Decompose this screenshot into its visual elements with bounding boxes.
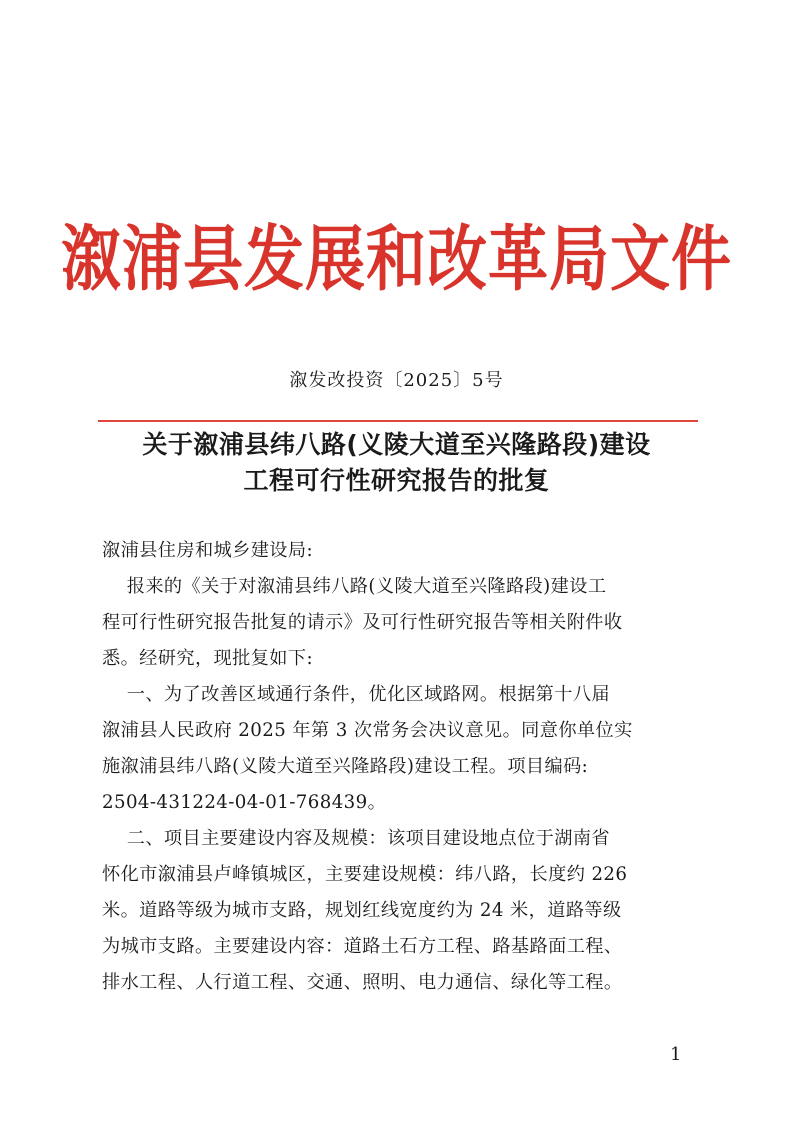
document-header-title: 溆浦县发展和改革局文件 [61,218,732,302]
body-line: 施溆浦县纬八路(义陵大道至兴隆路段)建设工程。项目编码: [102,756,589,777]
body-line: 程可行性研究报告批复的请示》及可行性研究报告等相关附件收 [102,612,623,633]
body-line: 怀化市溆浦县卢峰镇城区，主要建设规模：纬八路，长度约 226 [102,864,628,885]
body-line: 报来的《关于对溆浦县纬八路(义陵大道至兴隆路段)建设工 [102,576,607,597]
body-line: 米。道路等级为城市支路，规划红线宽度约为 24 米，道路等级 [102,900,622,921]
body-line: 为城市支路。主要建设内容：道路土石方工程、路基路面工程、 [102,936,623,957]
body-line: 溆浦县住房和城乡建设局: [102,540,313,561]
body-line: 二、项目主要建设内容及规模：该项目建设地点位于湖南省 [102,828,611,849]
page-number: 1 [670,1044,682,1065]
subject-title-line-1: 关于溆浦县纬八路(义陵大道至兴隆路段)建设 [142,430,651,459]
body-line: 一、为了改善区域通行条件，优化区域路网。根据第十八届 [102,684,611,705]
subject-title-line-2: 工程可行性研究报告的批复 [243,466,550,495]
body-line: 悉。经研究，现批复如下: [102,648,313,669]
red-divider-line [98,420,698,422]
body-line: 排水工程、人行道工程、交通、照明、电力通信、绿化等工程。 [102,972,623,993]
body-line: 溆浦县人民政府 2025 年第 3 次常务会决议意见。同意你单位实 [102,720,633,741]
document-number: 溆发改投资〔2025〕5号 [289,370,504,391]
body-line: 2504-431224-04-01-768439。 [102,792,387,813]
